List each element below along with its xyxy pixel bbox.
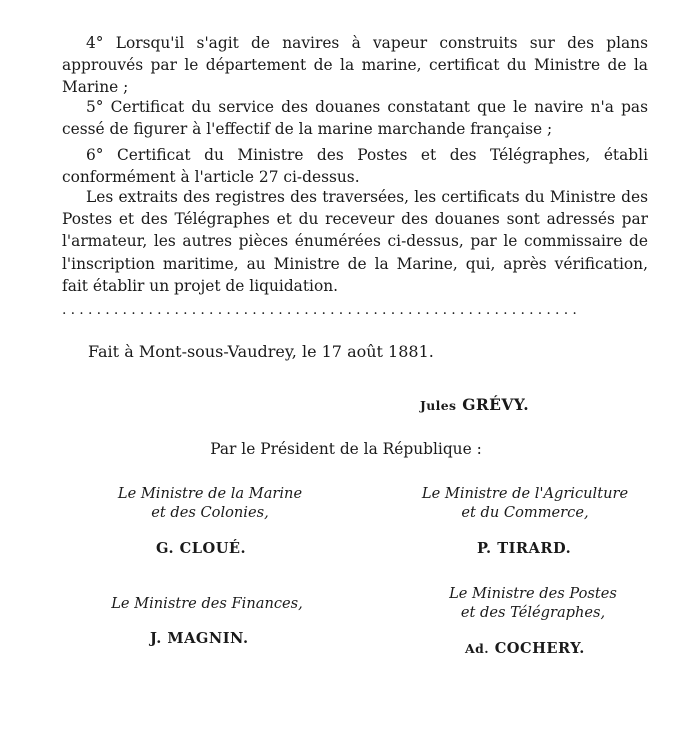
dotted-separator: ............................................................	[62, 302, 582, 318]
name-prefix: Ad.	[465, 641, 490, 656]
signature-first-name: Jules	[420, 398, 457, 413]
paragraph-text: 4° Lorsqu'il s'agit de navires à vapeur construits sur des plans approuvés par le département de la marine, certificat du Ministre de la Marine ;	[62, 34, 648, 97]
title-line: Le Ministre de l'Agriculture	[421, 485, 629, 502]
paragraph-text: Les extraits des registres des traversées, les certificats du Ministre des Postes et des Télégraphes et du receveur des douanes sont adressés par l'armateur, les autres pièces énumérées ci-dessus, par le commissaire de l'inscription maritime, au Ministre de la Marine, qui, après vérification, fait établir un projet de liquidation.	[62, 188, 648, 295]
title-line: et des Télégraphes,	[460, 604, 606, 621]
title-line: Le Ministre des Postes	[449, 585, 617, 602]
place-date-line: Fait à Mont-sous-Vaudrey, le 17 août 1881.	[88, 342, 434, 361]
title-line: et du Commerce,	[461, 504, 589, 521]
minister-postes-title	[426, 584, 640, 622]
signature-last-name: GRÉVY.	[462, 395, 530, 414]
paragraph-text: 5° Certificat du service des douanes constatant que le navire n'a pas cessé de figurer à l'effectif de la marine marchande française ;	[62, 98, 648, 139]
minister-marine-name: G. CLOUÉ.	[156, 540, 247, 557]
title-line: et des Colonies,	[151, 504, 269, 521]
minister-marine-title	[100, 484, 320, 522]
paragraph-item-4	[62, 32, 648, 99]
paragraph-extraits	[62, 186, 648, 297]
par-le-president: Par le Président de la République :	[210, 440, 482, 458]
minister-finances-name: J. MAGNIN.	[150, 630, 249, 647]
minister-agriculture-name: P. TIRARD.	[477, 540, 572, 557]
title-line: Le Ministre de la Marine	[117, 485, 303, 502]
minister-agriculture-title	[410, 484, 640, 522]
name-last: COCHERY.	[494, 640, 585, 657]
paragraph-item-6	[62, 144, 648, 188]
paragraph-item-5	[62, 96, 648, 140]
paragraph-text: 6° Certificat du Ministre des Postes et des Télégraphes, établi conformément à l'article 27 ci-dessus.	[62, 146, 648, 187]
president-signature	[420, 395, 529, 414]
title-line: Le Ministre des Finances,	[111, 595, 303, 612]
minister-postes-name	[465, 640, 585, 657]
minister-finances-title	[96, 594, 318, 613]
